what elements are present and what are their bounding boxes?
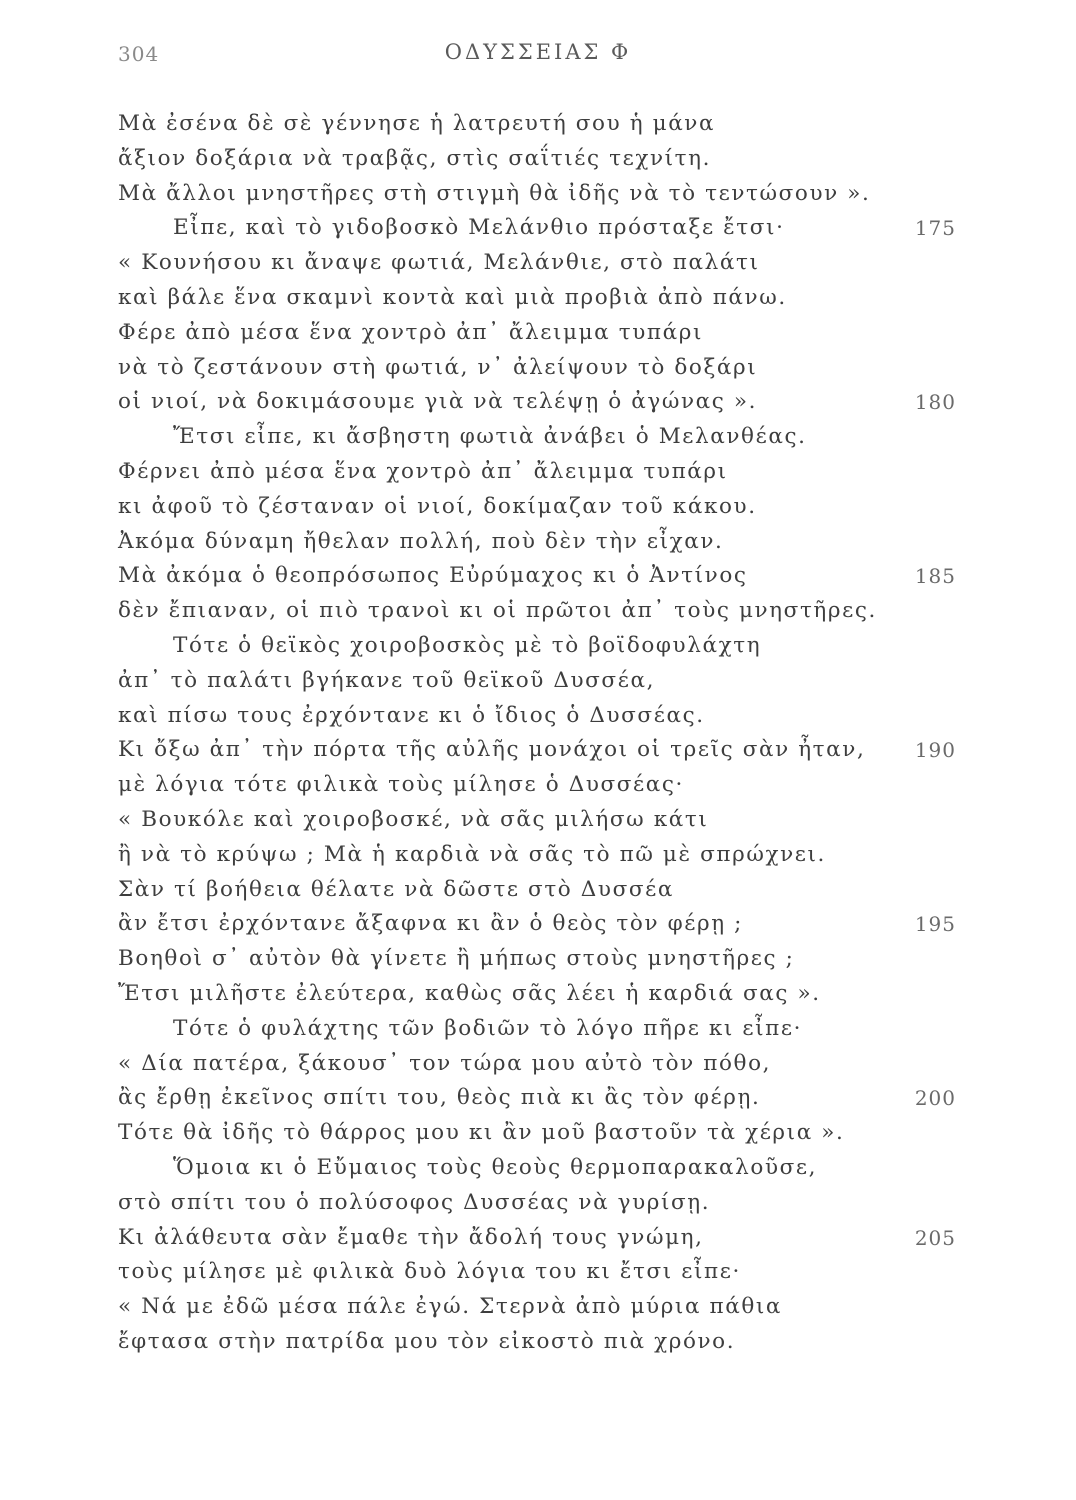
verse-line: [0, 942, 1076, 977]
verse-text: δὲν ἔπιαναν, οἱ πιὸ τρανοὶ κι οἱ πρῶτοι ἀπ᾽ τοὺς μνηστῆρες.: [118, 598, 877, 624]
verse-text: Κι ἀλάθευτα σὰν ἔμαθε τὴν ἄδολή τους γνώμη,: [118, 1224, 704, 1250]
verse-text: Ἔτσι μιλῆστε ἐλεύτερα, καθὼς σᾶς λέει ἡ καρδιά σας ».: [118, 980, 821, 1006]
verse-text: Τότε ὁ θεϊκὸς χοιροβοσκὸς μὲ τὸ βοϊδοφυλάχτη: [173, 632, 762, 658]
verse-text: Φέρε ἀπὸ μέσα ἕνα χοντρὸ ἀπ᾽ ἄλειμμα τυπάρι: [118, 319, 703, 345]
verse-text: « Βουκόλε καὶ χοιροβοσκέ, νὰ σᾶς μιλήσω κάτι: [118, 806, 709, 832]
verse-line: [0, 1255, 1076, 1290]
verse-text: ἔφτασα στὴν πατρίδα μου τὸν εἰκοστὸ πιὰ χρόνο.: [118, 1328, 736, 1354]
verse-text: καὶ βάλε ἕνα σκαμνὶ κοντὰ καὶ μιὰ προβιὰ ἀπὸ πάνω.: [118, 284, 787, 310]
verse-line: [0, 1081, 1076, 1116]
verse-line: [0, 664, 1076, 699]
verse-line: [0, 316, 1076, 351]
line-number: 180: [914, 390, 956, 415]
verse-line: [0, 142, 1076, 177]
verse-line: [0, 629, 1076, 664]
line-number: 205: [914, 1225, 956, 1250]
verse-text: Τότε θὰ ἰδῆς τὸ θάρρος μου κι ἂν μοῦ βαστοῦν τὰ χέρια ».: [118, 1120, 845, 1146]
verse-line: [0, 1290, 1076, 1325]
line-number: 195: [914, 912, 956, 937]
verse-text: κι ἀφοῦ τὸ ζέσταναν οἱ νιοί, δοκίμαζαν τοῦ κάκου.: [118, 493, 757, 519]
verse-line: [0, 1221, 1076, 1256]
verse-text: καὶ πίσω τους ἐρχόντανε κι ὁ ἴδιος ὁ Δυσσέας.: [118, 702, 705, 728]
verse-text: ἀπ᾽ τὸ παλάτι βγήκανε τοῦ θεϊκοῦ Δυσσέα,: [118, 667, 655, 693]
verse-line: [0, 977, 1076, 1012]
verse-text: ἂς ἔρθῃ ἐκεῖνος σπίτι του, θεὸς πιὰ κι ἂς τὸν φέρῃ.: [118, 1085, 761, 1111]
verse-text: « Δία πατέρα, ξάκουσ᾽ τον τώρα μου αὐτὸ τὸν πόθο,: [118, 1050, 772, 1076]
line-number: 190: [914, 738, 956, 763]
verse-line: [0, 455, 1076, 490]
verse-line: [0, 594, 1076, 629]
verse-text: μὲ λόγια τότε φιλικὰ τοὺς μίλησε ὁ Δυσσέας·: [118, 772, 684, 798]
verse-text: νὰ τὸ ζεστάνουν στὴ φωτιά, ν᾽ ἀλείψουν τὸ δοξάρι: [118, 354, 758, 380]
verse-line: [0, 699, 1076, 734]
poem-body: [0, 107, 1076, 1360]
verse-line: [0, 907, 1076, 942]
page-header: [0, 40, 1076, 72]
verse-line: [0, 107, 1076, 142]
verse-line: [0, 177, 1076, 212]
verse-line: [0, 1151, 1076, 1186]
verse-text: Βοηθοὶ σ᾽ αὐτὸν θὰ γίνετε ἢ μήπως στοὺς μνηστῆρες ;: [118, 946, 795, 972]
verse-line: [0, 803, 1076, 838]
verse-text: Φέρνει ἀπὸ μέσα ἕνα χοντρὸ ἀπ᾽ ἄλειμμα τυπάρι: [118, 458, 728, 484]
verse-line: [0, 385, 1076, 420]
verse-text: Μὰ ἀκόμα ὁ θεοπρόσωπος Εὐρύμαχος κι ὁ Ἀντίνος: [118, 563, 748, 589]
verse-line: [0, 1047, 1076, 1082]
verse-text: στὸ σπίτι του ὁ πολύσοφος Δυσσέας νὰ γυρίσῃ.: [118, 1189, 711, 1215]
verse-text: Μὰ ἐσένα δὲ σὲ γέννησε ἡ λατρευτή σου ἡ μάνα: [118, 111, 716, 136]
verse-text: ἢ νὰ τὸ κρύψω ; Μὰ ἡ καρδιὰ νὰ σᾶς τὸ πῶ μὲ σπρώχνει.: [118, 841, 826, 867]
line-number: 185: [914, 564, 956, 589]
verse-line: [0, 768, 1076, 803]
verse-text: Τότε ὁ φυλάχτης τῶν βοδιῶν τὸ λόγο πῆρε κι εἶπε·: [173, 1015, 803, 1041]
verse-line: [0, 559, 1076, 594]
line-number: 175: [914, 216, 956, 241]
verse-text: ἂν ἔτσι ἐρχόντανε ἄξαφνα κι ἂν ὁ θεὸς τὸν φέρῃ ;: [118, 911, 743, 937]
verse-line: [0, 873, 1076, 908]
verse-text: τοὺς μίλησε μὲ φιλικὰ δυὸ λόγια του κι ἔτσι εἶπε·: [118, 1259, 741, 1285]
verse-line: [0, 1186, 1076, 1221]
verse-line: [0, 490, 1076, 525]
verse-line: [0, 1325, 1076, 1360]
verse-text: Κι ὄξω ἀπ᾽ τὴν πόρτα τῆς αὐλῆς μονάχοι οἱ τρεῖς σὰν ἦταν,: [118, 737, 866, 763]
page-number: 304: [118, 42, 160, 66]
verse-text: Ἀκόμα δύναμη ἤθελαν πολλή, ποὺ δὲν τὴν εἶχαν.: [118, 528, 724, 554]
verse-line: [0, 1012, 1076, 1047]
verse-line: [0, 246, 1076, 281]
verse-text: Εἶπε, καὶ τὸ γιδοβοσκὸ Μελάνθιο πρόσταξε ἔτσι·: [173, 215, 785, 241]
verse-line: [0, 351, 1076, 386]
verse-text: « Νά με ἐδῶ μέσα πάλε ἐγώ. Στερνὰ ἀπὸ μύρια πάθια: [118, 1294, 783, 1320]
verse-text: Μὰ ἄλλοι μνηστῆρες στὴ στιγμὴ θὰ ἰδῆς νὰ τὸ τεντώσουν ».: [118, 180, 871, 206]
verse-line: [0, 420, 1076, 455]
verse-text: οἱ νιοί, νὰ δοκιμάσουμε γιὰ νὰ τελέψῃ ὁ ἀγώνας ».: [118, 389, 758, 415]
verse-line: [0, 281, 1076, 316]
verse-line: [0, 211, 1076, 246]
verse-text: Ἔτσι εἶπε, κι ἄσβηστη φωτιὰ ἀνάβει ὁ Μελανθέας.: [173, 424, 807, 450]
verse-line: [0, 733, 1076, 768]
verse-line: [0, 1116, 1076, 1151]
verse-text: « Κουνήσου κι ἄναψε φωτιά, Μελάνθιε, στὸ παλάτι: [118, 250, 760, 276]
verse-line: [0, 838, 1076, 873]
line-number: 200: [914, 1086, 956, 1111]
verse-text: ἄξιον δοξάρια νὰ τραβᾷς, στὶς σαΐτιές τεχνίτη.: [118, 145, 712, 171]
verse-text: Ὅμοια κι ὁ Εὔμαιος τοὺς θεοὺς θερμοπαρακαλοῦσε,: [173, 1154, 818, 1180]
verse-text: Σὰν τί βοήθεια θέλατε νὰ δῶστε στὸ Δυσσέα: [118, 876, 674, 902]
verse-line: [0, 525, 1076, 560]
running-title: ΟΔΥΣΣΕΙΑΣ Φ: [444, 40, 632, 64]
